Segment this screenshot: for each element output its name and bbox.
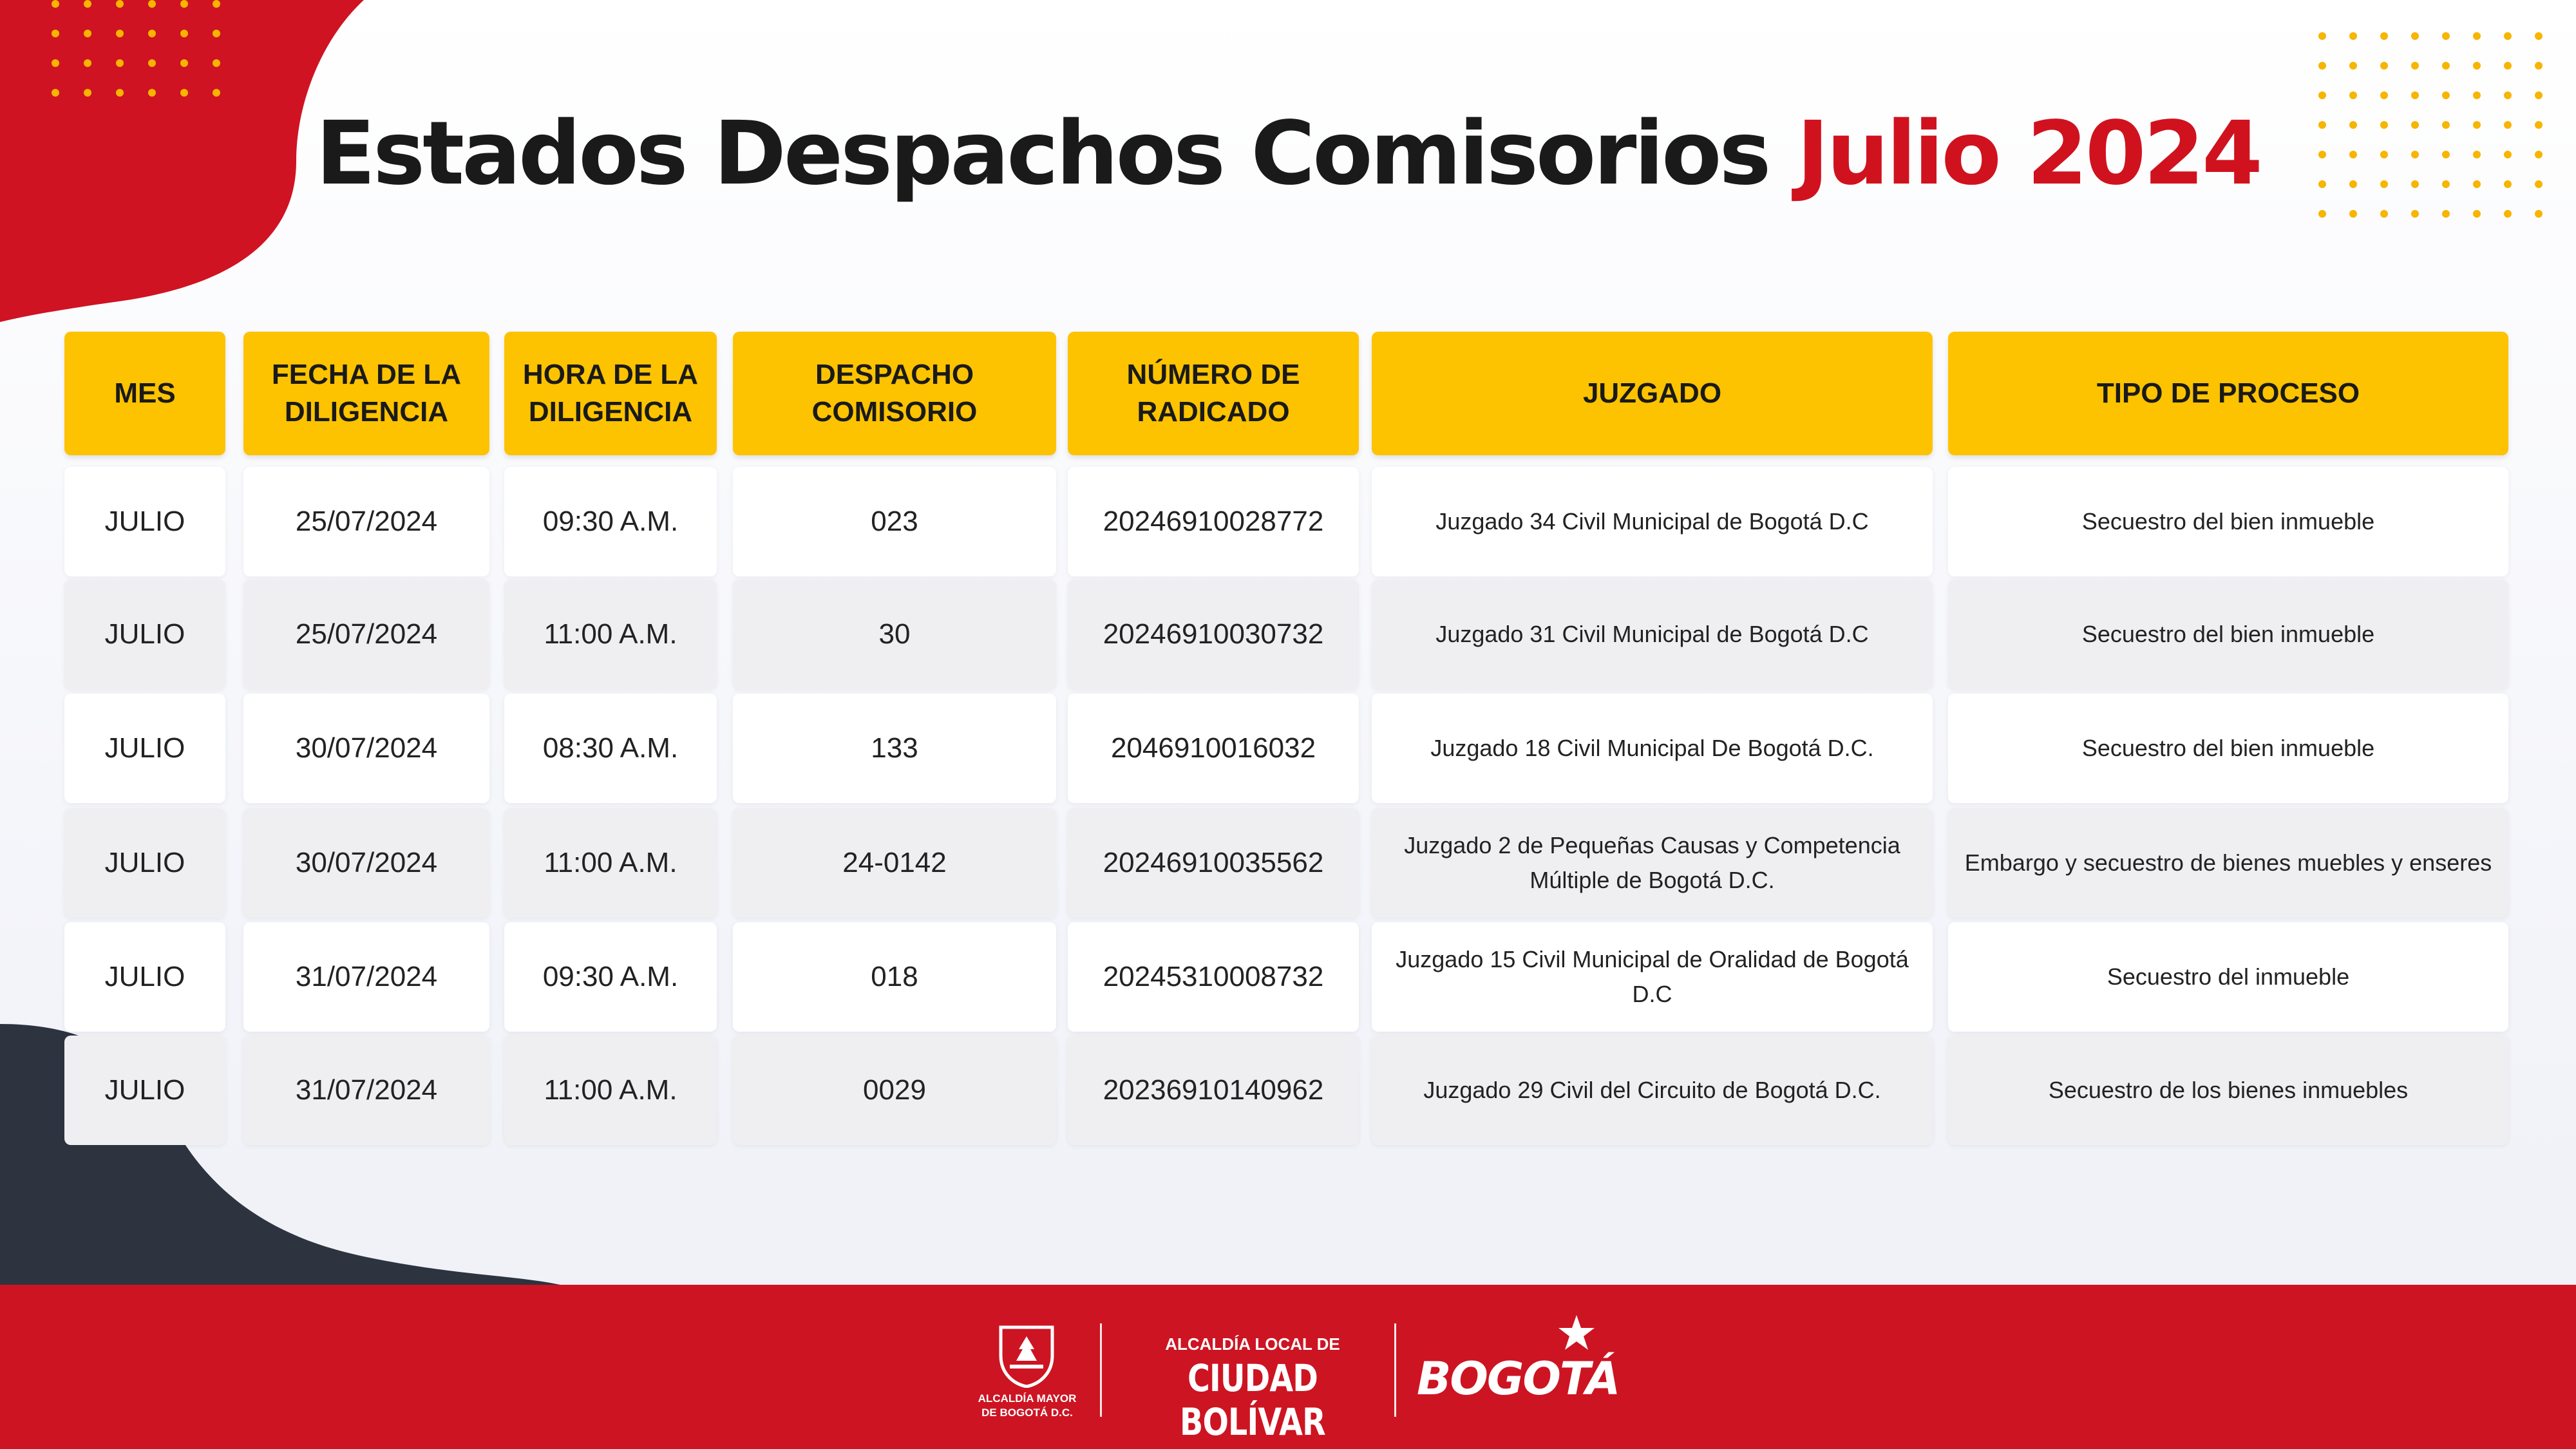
table-row (64, 694, 2508, 803)
cell-fecha: 30/07/2024 (243, 694, 489, 803)
cell-mes: JULIO (64, 694, 225, 803)
alcaldia-local-label: ALCALDÍA LOCAL DE (1165, 1334, 1340, 1354)
cell-juzgado: Juzgado 18 Civil Municipal De Bogotá D.C. (1372, 694, 1933, 803)
table-header-row (64, 332, 2508, 455)
table-row (64, 580, 2508, 689)
de-bogota-label: DE BOGOTÁ D.C. (981, 1406, 1073, 1419)
cell-mes: JULIO (64, 922, 225, 1032)
cell-hora: 08:30 A.M. (504, 694, 717, 803)
header-despacho: DESPACHO COMISORIO (733, 332, 1056, 455)
ciudad-bolivar-label: CIUDAD BOLÍVAR (1180, 1356, 1325, 1444)
cell-tipo-proceso: Secuestro de los bienes inmuebles (1948, 1036, 2508, 1145)
cell-radicado: 20245310008732 (1068, 922, 1359, 1032)
cell-hora: 11:00 A.M. (504, 808, 717, 918)
cell-juzgado: Juzgado 29 Civil del Circuito de Bogotá D.C. (1372, 1036, 1933, 1145)
cell-despacho: 018 (733, 922, 1056, 1032)
header-mes: MES (64, 332, 225, 455)
header-tipo-proceso: TIPO DE PROCESO (1948, 332, 2508, 455)
cell-fecha: 31/07/2024 (243, 1036, 489, 1145)
header-hora: HORA DE LA DILIGENCIA (504, 332, 717, 455)
cell-tipo-proceso: Secuestro del inmueble (1948, 922, 2508, 1032)
cell-mes: JULIO (64, 580, 225, 689)
cell-fecha: 31/07/2024 (243, 922, 489, 1032)
bogota-logo-text: BOGOTÁ (1417, 1352, 1620, 1405)
page-title (0, 103, 2576, 205)
table-row (64, 922, 2508, 1032)
cell-mes: JULIO (64, 467, 225, 576)
dots-top-left (52, 0, 220, 97)
cell-fecha: 30/07/2024 (243, 808, 489, 918)
footer-separator (1100, 1323, 1102, 1417)
header-fecha: FECHA DE LA DILIGENCIA (243, 332, 489, 455)
cell-fecha: 25/07/2024 (243, 467, 489, 576)
cell-despacho: 023 (733, 467, 1056, 576)
cell-juzgado: Juzgado 31 Civil Municipal de Bogotá D.C (1372, 580, 1933, 689)
cell-radicado: 20246910035562 (1068, 808, 1359, 918)
header-radicado: NÚMERO DE RADICADO (1068, 332, 1359, 455)
cell-despacho: 30 (733, 580, 1056, 689)
cell-despacho: 24-0142 (733, 808, 1056, 918)
coat-of-arms-icon (997, 1323, 1056, 1388)
cell-tipo-proceso: Secuestro del bien inmueble (1948, 580, 2508, 689)
cell-hora: 11:00 A.M. (504, 580, 717, 689)
cell-juzgado: Juzgado 15 Civil Municipal de Oralidad de Bogotá D.C (1372, 922, 1933, 1032)
cell-juzgado: Juzgado 2 de Pequeñas Causas y Competencia Múltiple de Bogotá D.C. (1372, 808, 1933, 918)
table-row (64, 808, 2508, 918)
footer-separator (1394, 1323, 1396, 1417)
cell-mes: JULIO (64, 1036, 225, 1145)
cell-hora: 09:30 A.M. (504, 922, 717, 1032)
cell-juzgado: Juzgado 34 Civil Municipal de Bogotá D.C (1372, 467, 1933, 576)
cell-radicado: 20236910140962 (1068, 1036, 1359, 1145)
table-row (64, 1036, 2508, 1145)
cell-tipo-proceso: Embargo y secuestro de bienes muebles y enseres (1948, 808, 2508, 918)
cell-mes: JULIO (64, 808, 225, 918)
cell-radicado: 2046910016032 (1068, 694, 1359, 803)
cell-despacho: 0029 (733, 1036, 1056, 1145)
title-highlight: Julio 2024 (1796, 103, 2260, 205)
star-icon (1557, 1314, 1596, 1352)
header-juzgado: JUZGADO (1372, 332, 1933, 455)
cell-despacho: 133 (733, 694, 1056, 803)
cell-radicado: 20246910030732 (1068, 580, 1359, 689)
cell-tipo-proceso: Secuestro del bien inmueble (1948, 467, 2508, 576)
table-row (64, 467, 2508, 576)
cell-hora: 09:30 A.M. (504, 467, 717, 576)
cell-tipo-proceso: Secuestro del bien inmueble (1948, 694, 2508, 803)
cell-radicado: 20246910028772 (1068, 467, 1359, 576)
title-main: Estados Despachos Comisorios (316, 103, 1769, 205)
cell-fecha: 25/07/2024 (243, 580, 489, 689)
alcaldia-mayor-label: ALCALDÍA MAYOR (978, 1392, 1077, 1405)
cell-hora: 11:00 A.M. (504, 1036, 717, 1145)
